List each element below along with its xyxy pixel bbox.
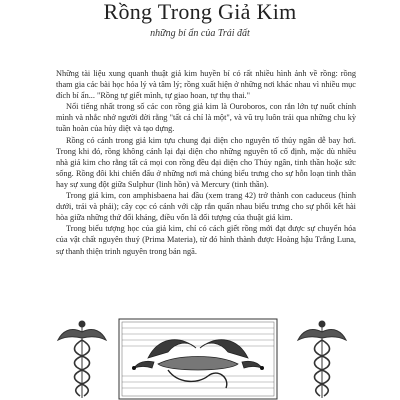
page-title: Rồng Trong Giả Kim: [103, 0, 297, 24]
article-body: [56, 68, 356, 257]
paragraph: Rồng có cánh trong giả kim tựu chung đại diện cho nguyên tố thủy ngân dễ bay hơi. Trong khi đó, rồng không cánh lại đại diện cho những nguyên tố cố định, mặc dù nhiều nhà giả kim cho rằng tất cả mọi con rồng đều đại diện cho Thủy ngân, tinh thần hoặc sức sống. Rồng đôi khi chiến đấu ở những nơi mà chúng biểu trưng cho sự hỗn loạn tinh thần hay sự xung đột giữa Sulphur (linh hồn) và Mercury (tinh thần).: [56, 135, 356, 189]
page-subtitle: những bí ẩn của Trái đất: [150, 28, 250, 39]
winged-dragon-engraving: [118, 318, 278, 400]
paragraph: Nổi tiếng nhất trong số các con rồng giả kim là Ouroboros, con rắn lớn tự nuốt chính mình và nhắc nhở người đời rằng "tất cả chỉ là một", và vũ trụ luôn trải qua những chu kỳ tuần hoàn của hủy diệt và tạo dựng.: [56, 102, 356, 134]
caduceus-illustration-right: [296, 318, 348, 400]
paragraph: Trong giả kim, con amphisbaena hai đầu (xem trang 42) trở thành con caduceus (hình dưới, trái và phải); cây cọc có cánh với cặp rắn quấn nhau biểu trưng cho sự phối kết hài hòa giữa những thứ đối kháng, điều vốn là đối tượng của thuật giả kim.: [56, 191, 356, 223]
paragraph: Trong biểu tượng học của giả kim, chỉ có cách giết rồng mới đạt được sự chuyển hóa của vật chất nguyên thuỷ (Prima Materia), từ đó hình thành được Hoàng hậu Trắng Luna, sự thanh thiện trinh nguyên trong bản ngã.: [56, 224, 356, 256]
caduceus-illustration-left: [56, 318, 108, 400]
paragraph: Những tài liệu xung quanh thuật giả kim huyền bí có rất nhiều hình ảnh về rồng: rồng tham gia các bài học hóa lý và tâm lý; rồng xuất hiện ở những nơi khác nhau vì nhiều mục đích bí ẩn... "Rồng tự giết mình, tự giao hoan, tự thụ thai.": [56, 69, 356, 101]
